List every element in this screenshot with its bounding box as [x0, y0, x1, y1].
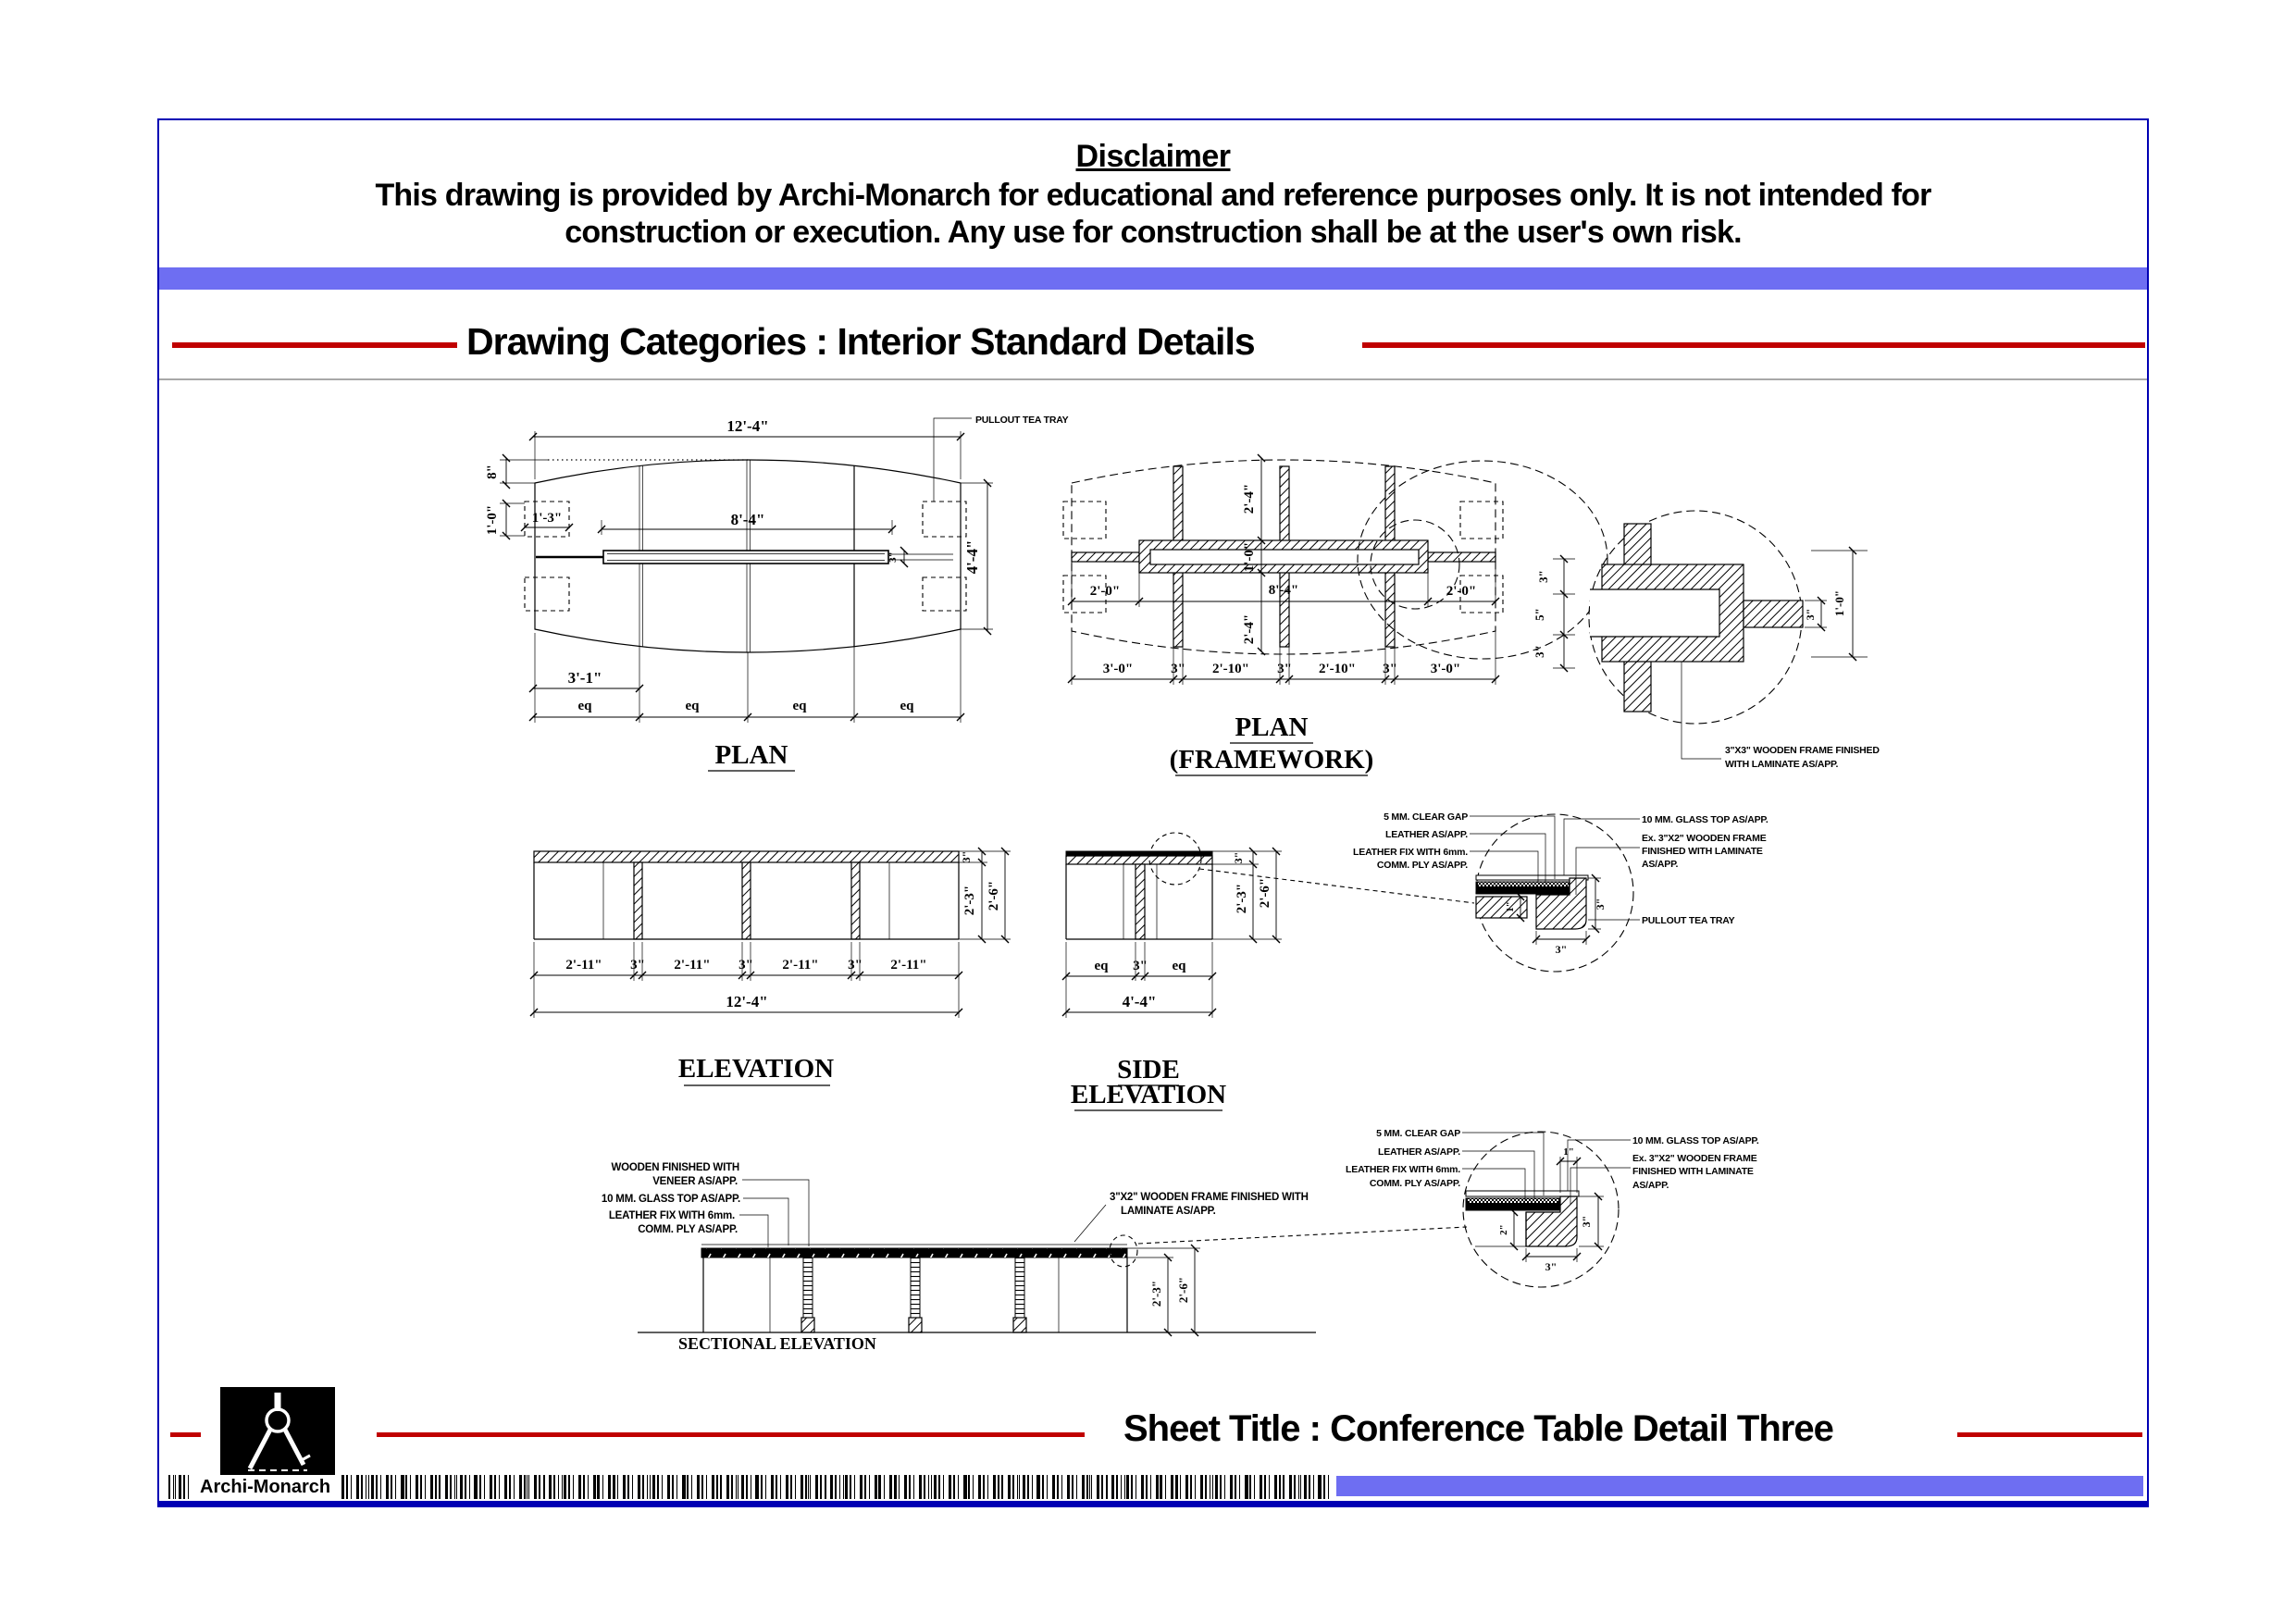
sectional-title: SECTIONAL ELEVATION — [678, 1334, 876, 1353]
framework-drawing — [1063, 458, 1607, 775]
barcode — [168, 1475, 1333, 1499]
db-label-l0: 5 MM. CLEAR GAP — [1376, 1128, 1460, 1139]
se-dim-overall: 2'-6" — [1258, 877, 1272, 909]
fw-dim-s1: 5" — [1533, 608, 1546, 621]
sc-label-r0: 3"X2" WOODEN FRAME FINISHED WITH — [1110, 1192, 1309, 1203]
el-dim-top-thk: 3" — [960, 850, 973, 863]
plan-dim-overhang: 8" — [485, 465, 500, 479]
sectional-drawing — [602, 1162, 1467, 1353]
fw-dim-b1: 3" — [1171, 662, 1185, 676]
se-dim-mid: 3" — [1133, 959, 1148, 973]
dm-label-l0: 5 MM. CLEAR GAP — [1384, 812, 1468, 823]
db-dim-2: 2" — [1498, 1224, 1509, 1235]
fw-dim-b6: 3'-0" — [1430, 662, 1461, 676]
disclaimer-line-2: construction or execution. Any use for construction shall be at the user's own risk. — [565, 215, 1742, 250]
db-label-l3: COMM. PLY AS/APP. — [1369, 1178, 1460, 1189]
footer-rule-mid — [377, 1432, 1085, 1437]
se-dim-total: 4'-4" — [1122, 993, 1157, 1010]
el-dim-3: 3" — [738, 958, 753, 973]
el-dim-6: 2'-11" — [890, 958, 927, 973]
el-dim-1: 3" — [630, 958, 645, 973]
el-dim-2: 2'-11" — [674, 958, 711, 973]
db-label-l1: LEATHER AS/APP. — [1378, 1146, 1460, 1158]
sc-label-l2: 10 MM. GLASS TOP AS/APP. — [601, 1194, 740, 1205]
db-label-r1: Ex. 3"X2" WOODEN FRAME — [1632, 1153, 1757, 1164]
plan-drawing — [485, 415, 1069, 771]
category-rule-left — [172, 342, 457, 348]
sc-label-l0: WOODEN FINISHED WITH — [611, 1162, 739, 1173]
side-elevation-title-2: ELEVATION — [1070, 1080, 1227, 1109]
plan-dim-tray-small: 3" — [887, 551, 899, 563]
dm-label-l1: LEATHER AS/APP. — [1385, 829, 1468, 840]
dt-note-2: WITH LAMINATE AS/APP. — [1725, 759, 1839, 770]
fw-dim-top: 2'-4" — [1242, 483, 1257, 514]
category-rule-right — [1362, 342, 2145, 348]
el-dim-4: 2'-11" — [782, 958, 819, 973]
db-dim-3r: 3" — [1580, 1215, 1593, 1228]
plan-dim-eq-2: eq — [685, 699, 700, 713]
dm-label-r0: 10 MM. GLASS TOP AS/APP. — [1642, 814, 1769, 825]
el-dim-5: 3" — [848, 958, 863, 973]
el-dim-total: 12'-4" — [726, 993, 768, 1010]
dm-label-r3: AS/APP. — [1642, 859, 1679, 870]
el-dim-0: 2'-11" — [565, 958, 602, 973]
dm-label-l3: COMM. PLY AS/APP. — [1376, 860, 1468, 871]
detail-mid — [1353, 812, 1769, 972]
dm-label-r1: Ex. 3"X2" WOODEN FRAME — [1642, 833, 1767, 844]
db-dim-1: 1" — [1563, 1146, 1574, 1158]
plan-dim-tray-length: 8'-4" — [730, 511, 765, 528]
db-label-l2: LEATHER FIX WITH 6mm. — [1346, 1164, 1460, 1175]
plan-dim-eq-3: eq — [792, 699, 807, 713]
sc-label-l1: VENEER AS/APP. — [652, 1176, 738, 1187]
plan-dim-first-seg: 3'-1" — [567, 669, 602, 687]
detail-top-frame — [1589, 511, 1880, 770]
sc-dim-leg: 2'-3" — [1149, 1280, 1163, 1307]
plan-dim-eq-1: eq — [577, 699, 592, 713]
fw-dim-s0: 3" — [1536, 570, 1550, 583]
sc-dim-overall: 2'-6" — [1176, 1276, 1190, 1304]
elevation-drawing — [534, 851, 1011, 1085]
el-dim-leg: 2'-3" — [962, 885, 977, 916]
dt-dim-10: 1'-0" — [1832, 589, 1846, 617]
sc-label-r1: LAMINATE AS/APP. — [1121, 1206, 1216, 1217]
accent-bar-bottom — [1336, 1476, 2143, 1496]
dm-dim-3r: 3" — [1594, 898, 1607, 911]
el-dim-overall: 2'-6" — [987, 880, 1001, 911]
se-dim-leg: 2'-3" — [1235, 883, 1249, 914]
fw-dim-bottom: 2'-4" — [1242, 613, 1257, 645]
sheet-title: Sheet Title : Conference Table Detail Three — [1123, 1408, 1833, 1449]
dm-label-r2: FINISHED WITH LAMINATE — [1642, 846, 1763, 857]
fw-dim-b4: 2'-10" — [1319, 662, 1356, 676]
framework-title-1: PLAN — [1235, 712, 1309, 742]
sheet-frame — [157, 118, 2149, 1507]
fw-dim-b5: 3" — [1383, 662, 1397, 676]
fw-dim-b0: 3'-0" — [1102, 662, 1134, 676]
brand-name: Archi-Monarch — [191, 1475, 340, 1499]
sc-label-l3: LEATHER FIX WITH 6mm. — [608, 1210, 735, 1221]
fw-dim-mid: 1'-0" — [1242, 541, 1257, 573]
plan-dim-chair-width: 1'-3" — [531, 511, 563, 526]
fw-dim-b2: 2'-10" — [1212, 662, 1249, 676]
dm-label-l2: LEATHER FIX WITH 6mm. — [1353, 847, 1468, 858]
detail-bottom — [1346, 1128, 1759, 1287]
se-dim-eq-l: eq — [1094, 959, 1109, 973]
sc-label-l4: COMM. PLY AS/APP. — [638, 1224, 738, 1235]
dt-note-1: 3"X3" WOODEN FRAME FINISHED — [1725, 745, 1880, 756]
side-elevation-title-1: SIDE — [1117, 1055, 1180, 1084]
se-dim-eq-r: eq — [1172, 959, 1186, 973]
plan-title: PLAN — [714, 740, 788, 770]
dm-pullout-label: PULLOUT TEA TRAY — [1642, 915, 1735, 926]
footer-rule-right — [1957, 1432, 2142, 1437]
dm-dim-3b: 3" — [1555, 943, 1568, 956]
fw-dim-b3: 3" — [1277, 662, 1292, 676]
archi-monarch-logo — [220, 1387, 335, 1476]
db-label-r3: AS/APP. — [1632, 1180, 1669, 1191]
drawing-area — [159, 378, 2147, 1386]
plan-dim-chair-depth: 1'-0" — [485, 504, 500, 536]
fw-dim-s2: 3" — [1533, 645, 1546, 658]
plan-dim-total: 12'-4" — [726, 417, 769, 435]
db-dim-3b: 3" — [1545, 1260, 1558, 1273]
dm-dim-1: 1" — [1505, 901, 1516, 912]
dt-dim-3: 3" — [1804, 608, 1817, 621]
disclaimer-title: Disclaimer — [1075, 139, 1231, 174]
db-label-r0: 10 MM. GLASS TOP AS/APP. — [1632, 1135, 1759, 1146]
fw-dim-center: 8'-4" — [1268, 583, 1299, 598]
se-dim-top-thk: 3" — [1232, 851, 1245, 864]
db-label-r2: FINISHED WITH LAMINATE — [1632, 1166, 1754, 1177]
plan-dim-height: 4'-4" — [963, 539, 981, 575]
fw-dim-left: 2'-0" — [1089, 584, 1121, 599]
side-elevation-drawing — [1066, 833, 1474, 1110]
compass-icon — [220, 1387, 335, 1476]
framework-title-2: (FRAMEWORK) — [1169, 745, 1374, 774]
fw-dim-right: 2'-0" — [1446, 584, 1477, 599]
footer-rule-dash — [170, 1432, 201, 1437]
elevation-title: ELEVATION — [677, 1054, 835, 1084]
plan-pullout-label: PULLOUT TEA TRAY — [975, 415, 1069, 426]
accent-bar-top — [159, 267, 2147, 290]
category-heading: Drawing Categories : Interior Standard Details — [466, 320, 1255, 363]
plan-dim-eq-4: eq — [900, 699, 914, 713]
disclaimer-line-1: This drawing is provided by Archi-Monarch for educational and reference purposes only. It is not intended for — [375, 178, 1931, 213]
